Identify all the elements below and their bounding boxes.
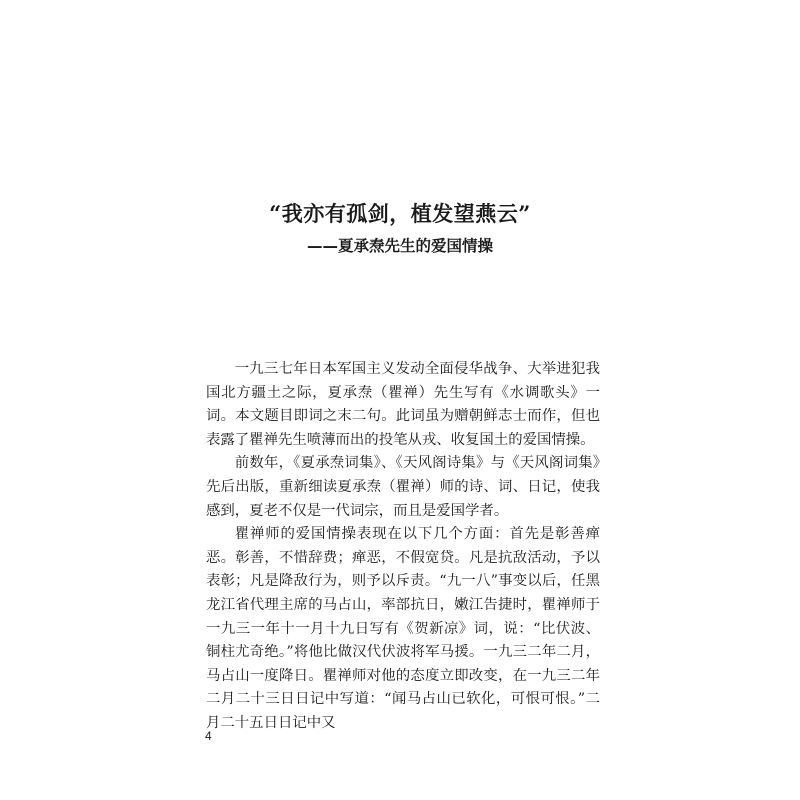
paragraph: 瞿禅师的爱国情操表现在以下几个方面：首先是彰善瘅恶。彰善，不惜辞费；瘅恶，不假宽贷。凡是抗敌活动，予以表彰；凡是降敌行为，则予以斥责。“九一八”事变以后，任黑龙江省代理主席的马占山，率部抗日，嫩江告捷时，瞿禅师于一九三一年十一月十九日写有《贺新凉》词，说：“比伏波、铜柱尤奇绝。”将他比做汉代伏波将军马援。一九三二年二月，马占山一度降日。瞿禅师对他的态度立即改变，在一九三二年二月二十三日日记中写道：“闻马占山已软化，可恨可恨。”二月二十五日日记中又 — [206, 526, 600, 731]
article-subtitle: ——夏承焘先生的爱国情操 — [306, 237, 493, 255]
page-number: 4 — [205, 729, 212, 743]
paragraph: 前数年，《夏承焘词集》、《天风阁诗集》与《天风阁词集》先后出版，重新细读夏承焘（瞿禅）师的诗、词、日记，使我感到，夏老不仅是一代词宗，而且是爱国学者。 — [206, 455, 600, 519]
article-body — [206, 358, 600, 736]
article-title: “我亦有孤剑，植发望燕云” — [269, 201, 531, 226]
paragraph: 一九三七年日本军国主义发动全面侵华战争、大举进犯我国北方疆土之际，夏承焘（瞿禅）先生写有《水调歌头》一词。本文题目即词之末二句。此词虽为赠朝鲜志士而作，但也表露了瞿禅先生喷薄而出的投笔从戎、收复国土的爱国情操。 — [206, 361, 600, 448]
